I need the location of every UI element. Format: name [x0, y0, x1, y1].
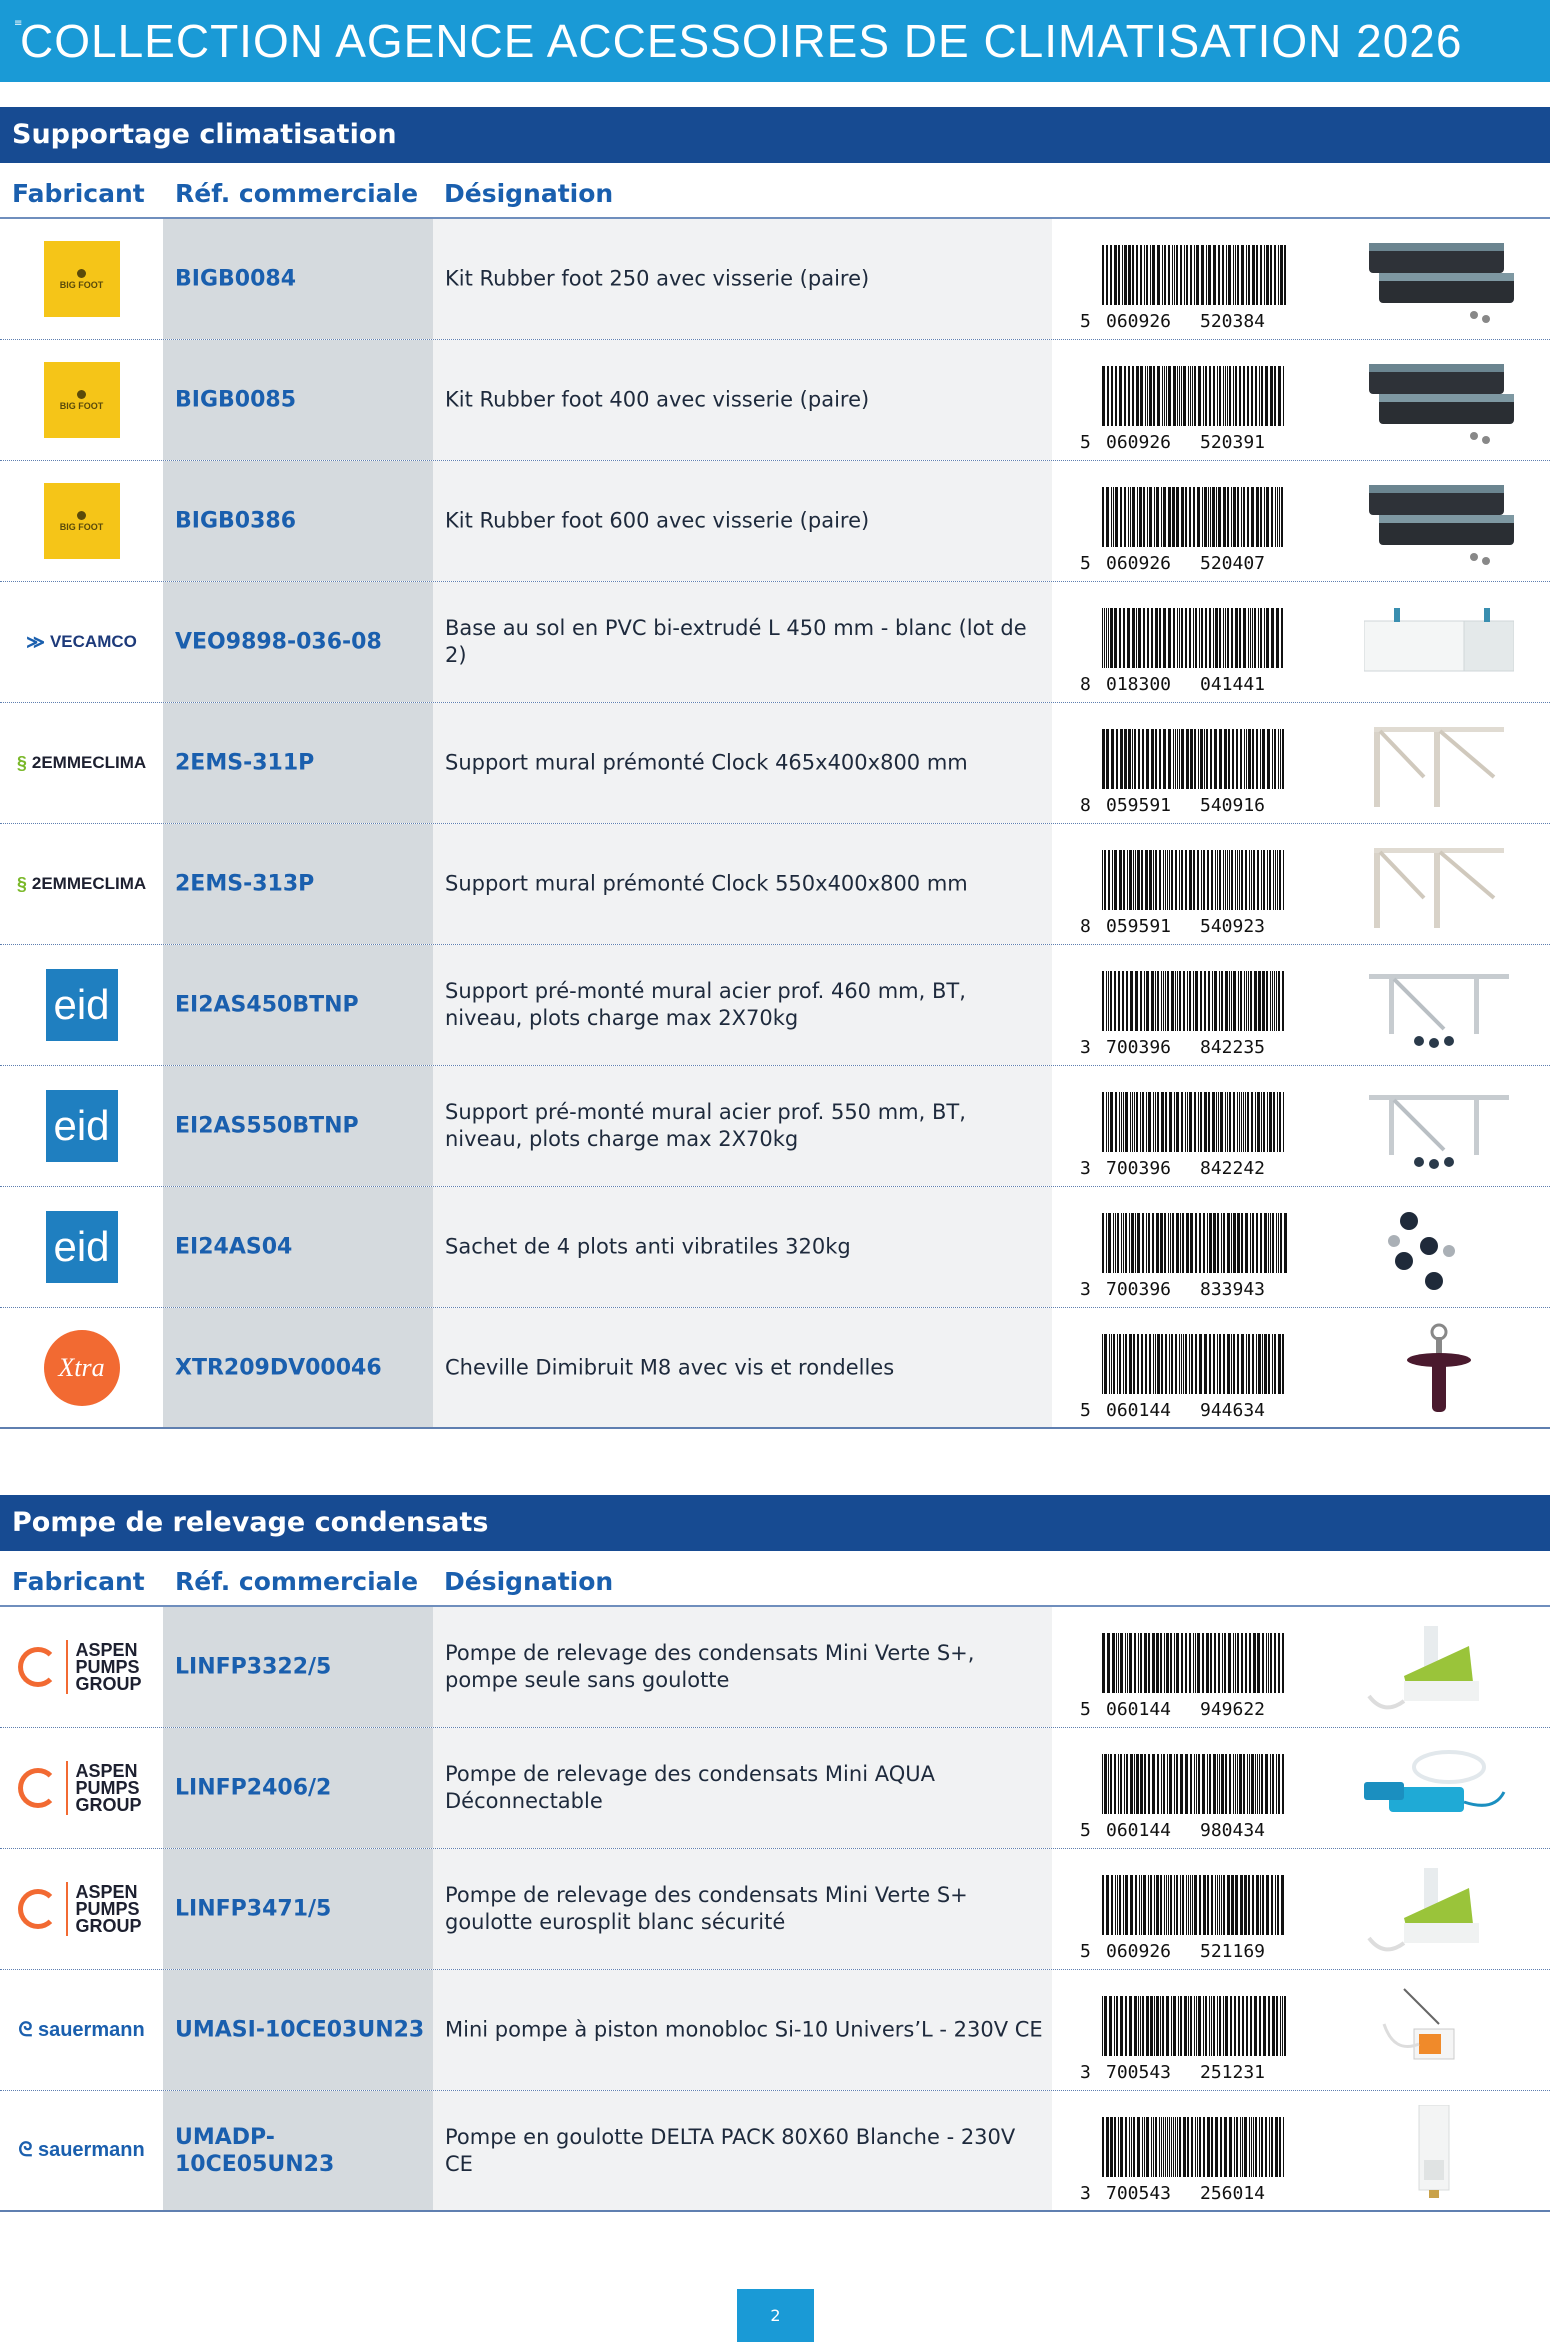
- reference-cell: [163, 2091, 433, 2210]
- product-image-cell: [1322, 703, 1550, 823]
- barcode-cell: [1052, 945, 1322, 1065]
- barcode-left: 060926: [1106, 553, 1172, 573]
- 2emmeclima-logo: § 2EMMECLIMA: [16, 752, 147, 773]
- barcode-right: 833943: [1200, 1279, 1266, 1299]
- designation-cell: [433, 1970, 1052, 2090]
- table-row: [0, 1308, 1550, 1429]
- barcode-cell: [1052, 824, 1322, 944]
- reference-code: BIGB0084: [175, 266, 297, 292]
- reference-code: UMASI-10CE03UN23: [175, 2017, 425, 2043]
- barcode-right: 944634: [1200, 1400, 1266, 1420]
- reference-cell: [163, 1970, 433, 2090]
- reference-code: EI2AS550BTNP: [175, 1113, 359, 1139]
- barcode-left: 700396: [1106, 1037, 1172, 1057]
- steel-bracket-image: [1364, 959, 1514, 1053]
- table-row: [0, 340, 1550, 461]
- reference-code: LINFP3322/5: [175, 1654, 332, 1680]
- barcode-right: 949622: [1200, 1699, 1266, 1719]
- product-image-cell: [1322, 945, 1550, 1065]
- barcode-lead: 5: [1080, 1941, 1091, 1961]
- brand-cell: [0, 1607, 163, 1727]
- barcode-lead: 3: [1080, 1158, 1091, 1178]
- designation-cell: [433, 582, 1052, 702]
- designation-cell: [433, 703, 1052, 823]
- barcode: [1080, 971, 1290, 1057]
- designation-text: Sachet de 4 plots anti vibratiles 320kg: [445, 1234, 851, 1259]
- product-image-cell: [1322, 1066, 1550, 1186]
- table-row: [0, 1607, 1550, 1728]
- product-image-cell: [1322, 824, 1550, 944]
- bigfoot-logo: BIG FOOT: [44, 362, 120, 438]
- sauermann-logo: ᘓ sauermann: [18, 2018, 145, 2041]
- barcode-cell: [1052, 340, 1322, 460]
- product-table: [0, 1607, 1550, 2212]
- table-row: [0, 1728, 1550, 1849]
- barcode: [1080, 1754, 1290, 1840]
- designation-cell: [433, 1607, 1052, 1727]
- barcode-right: 540923: [1200, 916, 1266, 936]
- barcode-lead: 5: [1080, 553, 1091, 573]
- designation-text: Mini pompe à piston monobloc Si-10 Univers’L - 230V CE: [445, 2017, 1043, 2042]
- corner-mark: ≡: [14, 18, 23, 29]
- table-row: [0, 1187, 1550, 1308]
- reference-cell: [163, 1607, 433, 1727]
- brand-cell: [0, 1728, 163, 1848]
- reference-cell: [163, 1066, 433, 1186]
- barcode-left: 700396: [1106, 1279, 1172, 1299]
- barcode: [1080, 1092, 1290, 1178]
- table-row: [0, 219, 1550, 340]
- brand-cell: [0, 1970, 163, 2090]
- barcode-left: 060926: [1106, 311, 1172, 331]
- designation-text: Support pré-monté mural acier prof. 550 mm, BT, niveau, plots charge max 2X70kg: [445, 1100, 966, 1151]
- designation-cell: [433, 1308, 1052, 1427]
- product-image-cell: [1322, 582, 1550, 702]
- barcode-right: 256014: [1200, 2183, 1266, 2203]
- reference-cell: [163, 461, 433, 581]
- trunking-pump-image: [1364, 2105, 1514, 2199]
- product-image-cell: [1322, 1607, 1550, 1727]
- condensate-pump-image: [1364, 1621, 1514, 1715]
- barcode-left: 700396: [1106, 1158, 1172, 1178]
- barcode-left: 060144: [1106, 1820, 1172, 1840]
- barcode-lead: 3: [1080, 1037, 1091, 1057]
- reference-cell: [163, 1849, 433, 1969]
- column-header-ref: Réf. commerciale: [175, 1567, 419, 1596]
- product-image-cell: [1322, 1849, 1550, 1969]
- barcode-left: 060926: [1106, 1941, 1172, 1961]
- rubber-foot-image: [1364, 475, 1514, 569]
- bigfoot-logo: BIG FOOT: [44, 483, 120, 559]
- barcode-lead: 3: [1080, 2062, 1091, 2082]
- barcode: [1080, 245, 1290, 331]
- designation-text: Pompe de relevage des condensats Mini AQUA Déconnectable: [445, 1762, 935, 1813]
- barcode: [1080, 1875, 1290, 1961]
- brand-cell: [0, 219, 163, 339]
- barcode: [1080, 1996, 1290, 2082]
- barcode-right: 520391: [1200, 432, 1266, 452]
- brand-cell: [0, 340, 163, 460]
- product-table: [0, 219, 1550, 1429]
- xtra-logo: Xtra: [44, 1330, 120, 1406]
- reference-code: BIGB0085: [175, 387, 297, 413]
- piston-pump-image: [1364, 1984, 1514, 2078]
- table-row: [0, 1849, 1550, 1970]
- column-header-designation: Désignation: [444, 1567, 614, 1596]
- brand-cell: [0, 1187, 163, 1307]
- barcode-cell: [1052, 1187, 1322, 1307]
- reference-cell: [163, 582, 433, 702]
- brand-cell: [0, 2091, 163, 2210]
- barcode-right: 521169: [1200, 1941, 1266, 1961]
- barcode-left: 059591: [1106, 916, 1172, 936]
- column-headers: [0, 1553, 1550, 1607]
- designation-cell: [433, 1187, 1052, 1307]
- product-image-cell: [1322, 461, 1550, 581]
- barcode-lead: 5: [1080, 1400, 1091, 1420]
- designation-cell: [433, 1849, 1052, 1969]
- barcode-lead: 5: [1080, 1699, 1091, 1719]
- anti-vibration-pads-image: [1364, 1201, 1514, 1295]
- page-title: COLLECTION AGENCE ACCESSOIRES DE CLIMATISATION 2026: [20, 15, 1463, 67]
- barcode: [1080, 2117, 1290, 2203]
- condensate-pump-image: [1364, 1863, 1514, 1957]
- brand-cell: [0, 461, 163, 581]
- barcode-lead: 8: [1080, 795, 1091, 815]
- designation-text: Support mural prémonté Clock 465x400x800 mm: [445, 750, 968, 775]
- bigfoot-logo: BIG FOOT: [44, 241, 120, 317]
- product-image-cell: [1322, 340, 1550, 460]
- brand-cell: [0, 1308, 163, 1427]
- column-header-fabricant: Fabricant: [12, 1567, 145, 1596]
- barcode: [1080, 850, 1290, 936]
- barcode-right: 520407: [1200, 553, 1266, 573]
- product-image-cell: [1322, 1187, 1550, 1307]
- barcode-cell: [1052, 1728, 1322, 1848]
- designation-cell: [433, 945, 1052, 1065]
- reference-code: 2EMS-313P: [175, 871, 315, 897]
- barcode-lead: 3: [1080, 1279, 1091, 1299]
- reference-cell: [163, 945, 433, 1065]
- brand-cell: [0, 1849, 163, 1969]
- barcode: [1080, 487, 1290, 573]
- sauermann-logo: ᘓ sauermann: [18, 2139, 145, 2161]
- section-header: [0, 1495, 1550, 1551]
- rubber-foot-image: [1364, 233, 1514, 327]
- column-header-designation: Désignation: [444, 179, 614, 208]
- brand-cell: [0, 945, 163, 1065]
- reference-code: UMADP-10CE05UN23: [175, 2124, 335, 2177]
- barcode-cell: [1052, 1970, 1322, 2090]
- barcode-right: 842235: [1200, 1037, 1266, 1057]
- barcode-cell: [1052, 461, 1322, 581]
- barcode-lead: 5: [1080, 432, 1091, 452]
- product-image-cell: [1322, 1308, 1550, 1427]
- barcode-cell: [1052, 703, 1322, 823]
- table-row: [0, 1970, 1550, 2091]
- barcode: [1080, 1334, 1290, 1420]
- barcode-right: 540916: [1200, 795, 1266, 815]
- aqua-pump-image: [1364, 1742, 1514, 1836]
- reference-code: LINFP2406/2: [175, 1775, 332, 1801]
- designation-cell: [433, 461, 1052, 581]
- brand-cell: [0, 582, 163, 702]
- barcode-right: 041441: [1200, 674, 1266, 694]
- designation-text: Support pré-monté mural acier prof. 460 mm, BT, niveau, plots charge max 2X70kg: [445, 979, 966, 1030]
- barcode-cell: [1052, 582, 1322, 702]
- brand-cell: [0, 703, 163, 823]
- vecamco-logo: ≫ VECAMCO: [26, 631, 137, 652]
- barcode-right: 980434: [1200, 1820, 1266, 1840]
- product-image-cell: [1322, 2091, 1550, 2210]
- reference-code: EI24AS04: [175, 1234, 293, 1260]
- reference-cell: [163, 703, 433, 823]
- designation-text: Pompe de relevage des condensats Mini Verte S+ goulotte eurosplit blanc sécurité: [445, 1883, 968, 1934]
- table-row: [0, 1066, 1550, 1187]
- reference-code: LINFP3471/5: [175, 1896, 332, 1922]
- barcode-lead: 8: [1080, 916, 1091, 936]
- barcode-cell: [1052, 1066, 1322, 1186]
- barcode-left: 700543: [1106, 2183, 1172, 2203]
- designation-text: Kit Rubber foot 400 avec visserie (paire): [445, 387, 870, 412]
- aspen-logo: ASPEN PUMPS GROUP: [18, 1761, 146, 1815]
- reference-cell: [163, 1308, 433, 1427]
- brand-cell: [0, 1066, 163, 1186]
- reference-code: 2EMS-311P: [175, 750, 315, 776]
- barcode: [1080, 729, 1290, 815]
- rubber-foot-image: [1364, 354, 1514, 448]
- barcode-cell: [1052, 1308, 1322, 1427]
- designation-cell: [433, 1066, 1052, 1186]
- reference-code: BIGB0386: [175, 508, 297, 534]
- designation-cell: [433, 1728, 1052, 1848]
- designation-text: Support mural prémonté Clock 550x400x800 mm: [445, 871, 968, 896]
- barcode-cell: [1052, 2091, 1322, 2210]
- barcode-left: 018300: [1106, 674, 1172, 694]
- table-row: [0, 703, 1550, 824]
- barcode-cell: [1052, 1607, 1322, 1727]
- table-row: [0, 945, 1550, 1066]
- page-number: 2: [737, 2289, 814, 2342]
- product-image-cell: [1322, 1970, 1550, 2090]
- pvc-base-image: [1364, 596, 1514, 690]
- table-row: [0, 824, 1550, 945]
- column-headers: [0, 165, 1550, 219]
- designation-text: Cheville Dimibruit M8 avec vis et rondelles: [445, 1355, 895, 1379]
- section-header: [0, 107, 1550, 163]
- barcode-cell: [1052, 1849, 1322, 1969]
- reference-cell: [163, 824, 433, 944]
- barcode-left: 060926: [1106, 432, 1172, 452]
- barcode-left: 060144: [1106, 1699, 1172, 1719]
- barcode: [1080, 608, 1290, 694]
- barcode-lead: 8: [1080, 674, 1091, 694]
- barcode: [1080, 366, 1290, 452]
- aspen-logo: ASPEN PUMPS GROUP: [18, 1882, 146, 1936]
- product-image-cell: [1322, 1728, 1550, 1848]
- section-title: Supportage climatisation: [12, 119, 397, 150]
- barcode-left: 700543: [1106, 2062, 1172, 2082]
- table-row: [0, 582, 1550, 703]
- product-image-cell: [1322, 219, 1550, 339]
- eid-logo: eid: [46, 1090, 118, 1162]
- barcode-lead: 5: [1080, 1820, 1091, 1840]
- reference-code: VEO9898-036-08: [175, 629, 382, 655]
- table-row: [0, 461, 1550, 582]
- barcode-lead: 5: [1080, 311, 1091, 331]
- reference-cell: [163, 1728, 433, 1848]
- barcode-left: 060144: [1106, 1400, 1172, 1420]
- column-header-fabricant: Fabricant: [12, 179, 145, 208]
- table-row: [0, 2091, 1550, 2212]
- barcode-cell: [1052, 219, 1322, 339]
- reference-code: XTR209DV00046: [175, 1355, 382, 1380]
- brand-cell: [0, 824, 163, 944]
- 2emmeclima-logo: § 2EMMECLIMA: [16, 873, 147, 894]
- steel-bracket-image: [1364, 1080, 1514, 1174]
- reference-code: EI2AS450BTNP: [175, 992, 359, 1018]
- reference-cell: [163, 219, 433, 339]
- eid-logo: eid: [46, 1211, 118, 1283]
- column-header-ref: Réf. commerciale: [175, 179, 419, 208]
- designation-text: Pompe en goulotte DELTA PACK 80X60 Blanche - 230V CE: [445, 2124, 1016, 2176]
- barcode-left: 059591: [1106, 795, 1172, 815]
- designation-text: Kit Rubber foot 600 avec visserie (paire): [445, 508, 870, 533]
- designation-text: Pompe de relevage des condensats Mini Verte S+, pompe seule sans goulotte: [445, 1641, 975, 1692]
- reference-cell: [163, 1187, 433, 1307]
- designation-text: Base au sol en PVC bi-extrudé L 450 mm - blanc (lot de 2): [445, 616, 1027, 667]
- wall-bracket-image: [1364, 717, 1514, 811]
- barcode-right: 520384: [1200, 311, 1266, 331]
- barcode: [1080, 1213, 1290, 1299]
- anchor-bolt-image: [1364, 1322, 1514, 1416]
- wall-bracket-image: [1364, 838, 1514, 932]
- barcode: [1080, 1633, 1290, 1719]
- eid-logo: eid: [46, 969, 118, 1041]
- aspen-logo: ASPEN PUMPS GROUP: [18, 1640, 146, 1694]
- designation-cell: [433, 219, 1052, 339]
- section-title: Pompe de relevage condensats: [12, 1507, 489, 1538]
- designation-cell: [433, 824, 1052, 944]
- designation-text: Kit Rubber foot 250 avec visserie (paire): [445, 266, 870, 291]
- barcode-lead: 3: [1080, 2183, 1091, 2203]
- top-banner: [0, 0, 1550, 82]
- designation-cell: [433, 340, 1052, 460]
- designation-cell: [433, 2091, 1052, 2210]
- barcode-right: 842242: [1200, 1158, 1266, 1178]
- reference-cell: [163, 340, 433, 460]
- barcode-right: 251231: [1200, 2062, 1266, 2082]
